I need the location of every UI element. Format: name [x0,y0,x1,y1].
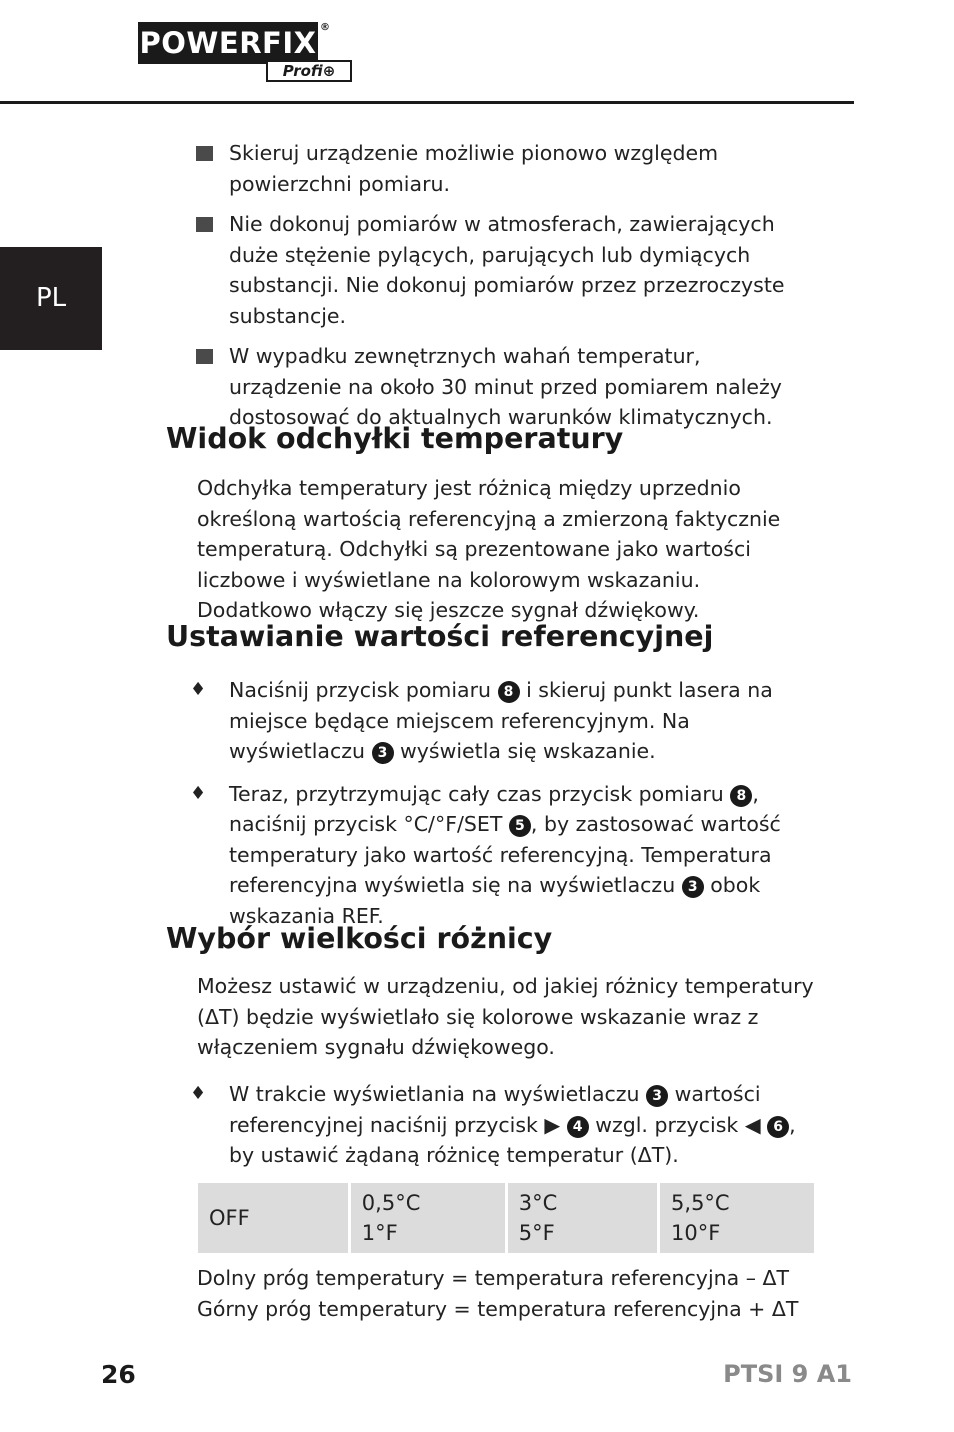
number-badge-icon: 8 [498,681,520,703]
number-badge-icon: 5 [509,815,531,837]
table-cell: 3°C 5°F [506,1183,658,1253]
difference-steps [190,1079,820,1183]
language-tab: PL [0,247,102,350]
threshold-formulas [197,1263,817,1324]
header-rule [0,101,854,104]
table-row [198,1183,814,1253]
list-item: ♦ Naciśnij przycisk pomiaru 8 i skieruj punkt lasera na miejsce będące miejscem referencyjnym. Na wyświetlaczu 3 wyświetla się wskazanie. [190,675,820,767]
brand-sub: Profi⊕ [266,60,352,82]
diamond-bullet-icon: ♦ [190,782,207,804]
table-cell: OFF [198,1183,349,1253]
bullet-text: Nie dokonuj pomiarów w atmosferach, zawierających duże stężenie pylących, parujących lub dymiących substancji. Nie dokonuj pomiarów przez przezroczyste substancje. [229,212,785,328]
number-badge-icon: 6 [767,1116,789,1138]
section-heading-deviation: Widok odchyłki temperatury [166,422,624,455]
list-item: ♦ W trakcie wyświetlania na wyświetlaczu 3 wartości referencyjnej naciśnij przycisk ▶ 4 wzgl. przycisk ◀ 6 , by ustawić żądaną różnicę temperatur (ΔT). [190,1079,820,1171]
square-bullet-icon [196,217,213,232]
brand-name: POWERFIX [138,22,318,64]
section-text-difference: Możesz ustawić w urządzeniu, od jakiej różnicy temperatury (ΔT) będzie wyświetlało się kolorowe wskazanie wraz z włączeniem sygnału dźwiękowego. [197,974,814,1059]
number-badge-icon: 3 [646,1085,668,1107]
registered-mark: ® [320,22,330,33]
square-bullet-icon [196,349,213,364]
number-badge-icon: 4 [567,1116,589,1138]
number-badge-icon: 3 [682,876,704,898]
list-item [196,209,816,331]
table-cell: 5,5°C 10°F [659,1183,814,1253]
number-badge-icon: 3 [372,742,394,764]
table-cell: 0,5°C 1°F [349,1183,506,1253]
list-item [196,138,816,199]
number-badge-icon: 8 [730,785,752,807]
diamond-bullet-icon: ♦ [190,679,207,700]
section-heading-difference: Wybór wielkości różnicy [166,922,553,955]
page-number: 26 [101,1360,136,1389]
reference-steps [190,675,820,943]
list-item: ♦ Teraz, przytrzymując cały czas przycisk pomiaru 8 , naciśnij przycisk °C/°F/SET 5 , by zastosować wartość temperatury jako wartość referencyjną. Temperatura referencyjna wyświetla się na wyświetlaczu 3 obok wskazania REF. [190,779,820,932]
powerfix-logo [138,22,354,84]
list-item [196,341,816,433]
delta-t-table [198,1183,814,1253]
model-name: PTSI 9 A1 [723,1360,852,1388]
upper-threshold: Górny próg temperatury = temperatura referencyjna + ΔT [197,1296,799,1321]
bullet-text: Skieruj urządzenie możliwie pionowo względem powierzchni pomiaru. [229,141,719,196]
section-text-deviation: Odchyłka temperatury jest różnicą między uprzednio określoną wartością referencyjną a zmierzoną faktycznie temperaturą. Odchyłki są prezentowane jako wartości liczbowe i wyświetlane na kolorowym wskazaniu. Dodatkowo włączy się jeszcze sygnał dźwiękowy. [197,476,781,622]
square-bullet-icon [196,146,213,161]
lower-threshold: Dolny próg temperatury = temperatura referencyjna – ΔT [197,1266,790,1290]
section-heading-reference: Ustawianie wartości referencyjnej [166,620,714,653]
diamond-bullet-icon: ♦ [190,1083,207,1104]
intro-bullet-list [196,138,816,443]
bullet-text: W wypadku zewnętrznych wahań temperatur, urządzenie na około 30 minut przed pomiarem należy dostosować do aktualnych warunków klimatycznych. [229,344,782,429]
